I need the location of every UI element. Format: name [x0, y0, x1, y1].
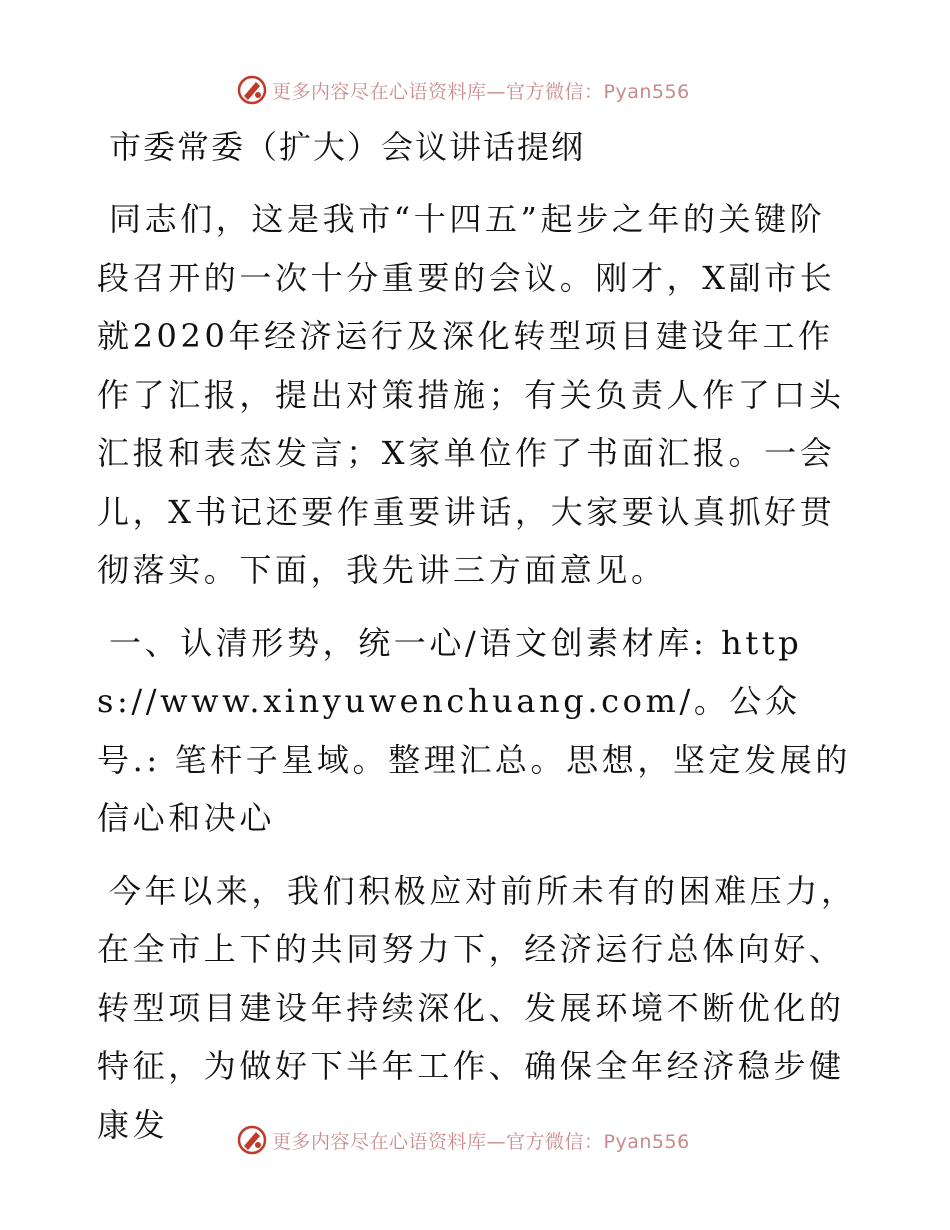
- red-stamp-logo-icon: [236, 74, 268, 106]
- document-body: [97, 122, 857, 1168]
- watermark-banner-bottom: [236, 1122, 690, 1158]
- watermark-text: 更多内容尽在心语资料库—官方微信：Pyan556: [272, 1130, 690, 1153]
- paragraph-opening: 同志们，这是我市“十四五”起步之年的关键阶段召开的一次十分重要的会议。刚才，X副市长就2020年经济运行及深化转型项目建设年工作作了汇报，提出对策措施；有关负责人作了口头汇报和表态发言；X家单位作了书面汇报。一会儿，X书记还要作重要讲话，大家要认真抓好贯彻落实。下面，我先讲三方面意见。: [97, 200, 845, 589]
- watermark-text: 更多内容尽在心语资料库—官方微信：Pyan556: [272, 80, 690, 103]
- paragraph-section-one-heading: 一、认清形势，统一心/语文创素材库: https://www.xinyuwenchuang.com/。公众号.: 笔杆子星域。整理汇总。思想，坚定发展的信心和决心: [97, 623, 851, 837]
- document-title: 市委常委（扩大）会议讲话提纲: [109, 128, 586, 166]
- paragraph-situation: 今年以来，我们积极应对前所未有的困难压力，在全市上下的共同努力下，经济运行总体向好、转型项目建设年持续深化、发展环境不断优化的特征，为做好下半年工作、确保全年经济稳步健康发: [97, 871, 857, 1144]
- watermark-banner-top: [236, 72, 690, 108]
- red-stamp-logo-icon: [236, 1124, 268, 1156]
